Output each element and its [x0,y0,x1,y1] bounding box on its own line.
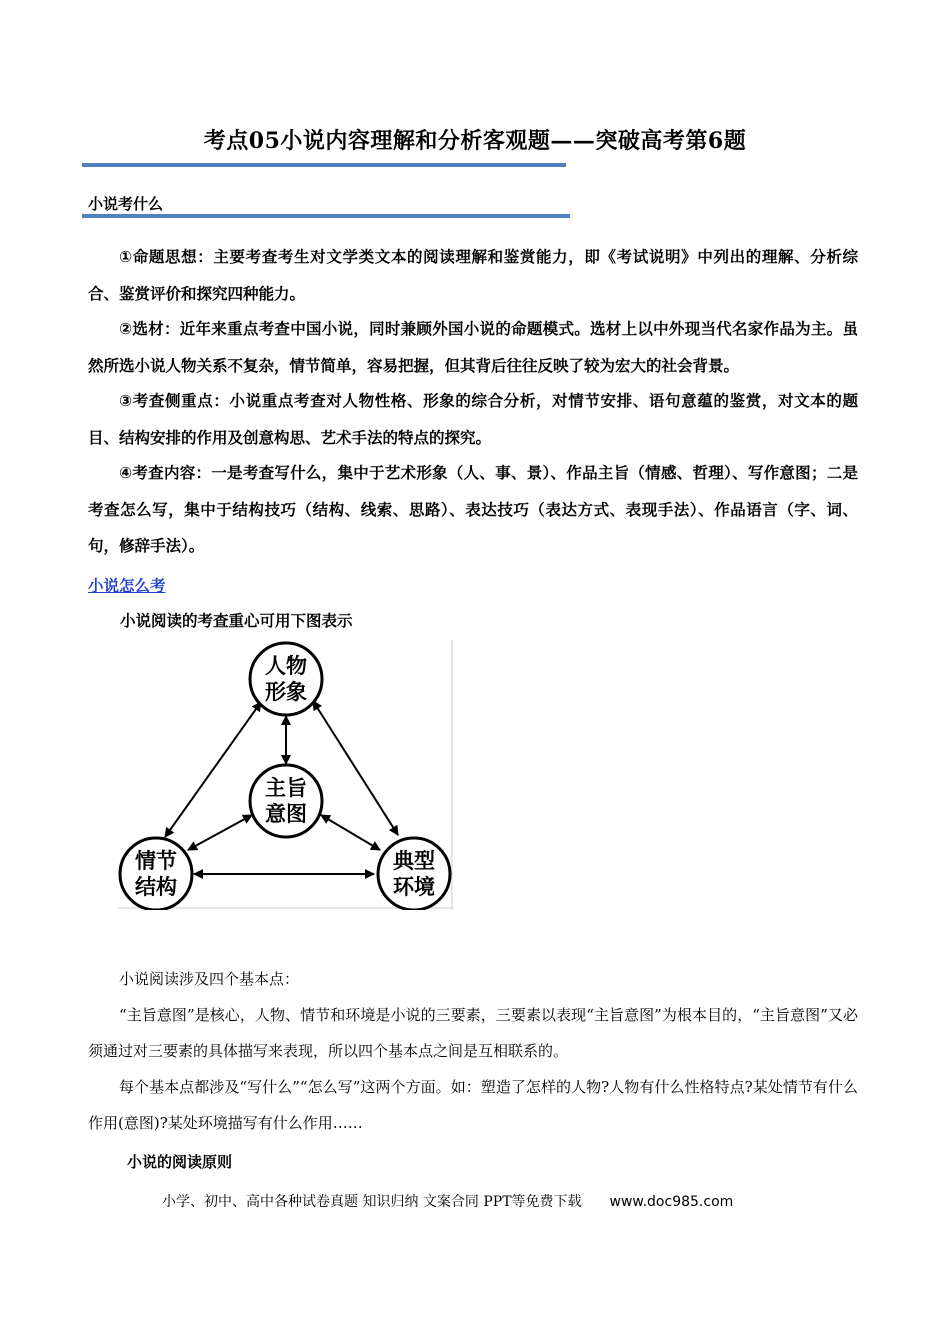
node-environment-line1: 典型 [393,849,435,873]
node-plot-line2: 结构 [135,875,177,899]
novel-elements-diagram [118,640,454,910]
node-character-line1: 人物 [265,654,307,678]
paragraph-content: ④考查内容：一是考查写什么，集中于艺术形象（人、事、景）、作品主旨（情感、哲理）、写作意图；二是考查怎么写，集中于结构技巧（结构、线索、思路）、表达技巧（表达方式、表现手法）、作品语言（字、词、句，修辞手法）。 [88,464,858,555]
title-underline [82,163,566,167]
node-plot-line1: 情节 [135,849,177,873]
body-aspects: 每个基本点都涉及“写什么”“怎么写”这两个方面。如：塑造了怎样的人物?人物有什么性格特点?某处情节有什么作用(意图)?某处环境描写有什么作用…… [88,1078,858,1132]
how-to-test-link[interactable]: 小说怎么考 [88,577,166,595]
node-character-line2: 形象 [265,680,307,704]
page-title: 考点05小说内容理解和分析客观题——突破高考第6题 [203,128,747,154]
body-intro: 小说阅读涉及四个基本点： [119,970,300,988]
footer-text: 小学、初中、高中各种试卷真题 知识归纳 文案合同 PPT等免费下载 [162,1194,582,1210]
section-underline [82,214,570,218]
footer-site: www.doc985.com [609,1194,734,1210]
section-heading-what: 小说考什么 [88,195,164,213]
node-theme [250,765,322,837]
paragraph-material: ②选材：近年来重点考查中国小说，同时兼顾外国小说的命题模式。选材上以中外现当代名家作品为主。虽然所选小说人物关系不复杂，情节简单，容易把握，但其背后往往反映了较为宏大的社会背景。 [88,320,858,375]
arrow-top-left [165,702,261,837]
page-footer [162,1191,733,1211]
node-environment [378,838,450,910]
paragraph-focus: ③考查侧重点：小说重点考查对人物性格、形象的综合分析，对情节安排、语句意蕴的鉴赏，对文本的题目、结构安排的作用及创意构思、艺术手法的特点的探究。 [88,392,858,447]
arrow-center-right [321,815,380,850]
node-theme-line2: 意图 [265,802,307,826]
node-plot [120,838,192,910]
arrow-top-right [313,701,398,835]
body-core: “主旨意图”是核心，人物、情节和环境是小说的三要素，三要素以表现“主旨意图”为根本目的，“主旨意图”又必须通过对三要素的具体描写来表现，所以四个基本点之间是互相联系的。 [88,1006,859,1060]
node-environment-line2: 环境 [393,875,435,899]
diagram-caption: 小说阅读的考查重心可用下图表示 [120,612,353,630]
section-heading-principles: 小说的阅读原则 [127,1153,233,1171]
node-character [250,643,322,715]
arrow-center-left [188,815,252,850]
node-theme-line1: 主旨 [265,776,307,800]
paragraph-idea: ①命题思想：主要考查考生对文学类文本的阅读理解和鉴赏能力，即《考试说明》中列出的理解、分析综合、鉴赏评价和探究四种能力。 [88,248,858,303]
